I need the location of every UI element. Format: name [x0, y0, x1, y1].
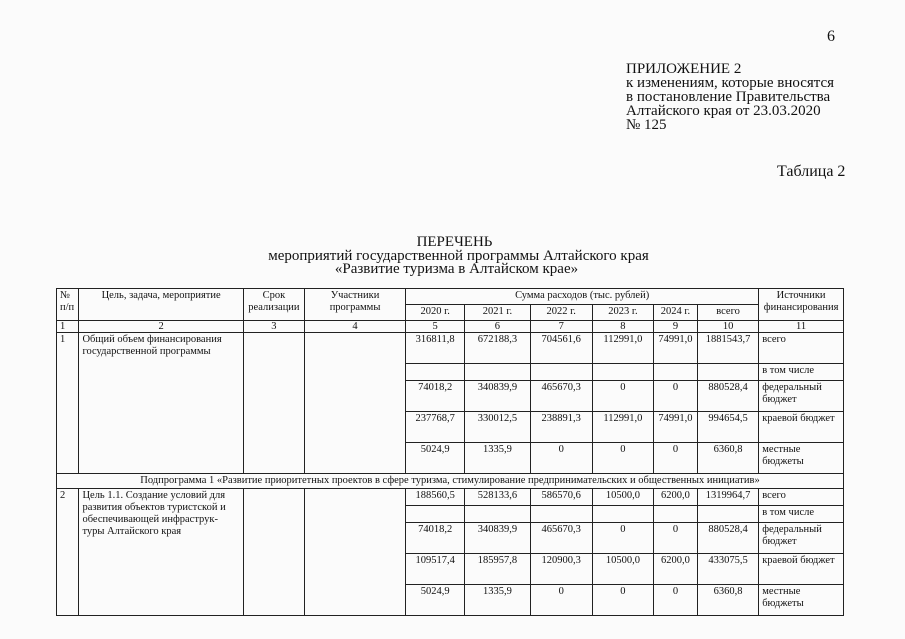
value-cell: 5024,9 [406, 443, 465, 474]
value-cell: 109517,4 [406, 554, 465, 585]
appendix-line: ПРИЛОЖЕНИЕ 2 [626, 61, 742, 77]
appendix-line: к изменениям, которые вносятся [626, 75, 835, 91]
source-cell: в том числе [759, 506, 844, 523]
column-index: 2 [79, 321, 243, 333]
source-cell: федеральный бюджет [759, 523, 844, 554]
value-cell [530, 506, 592, 523]
header-year: 2023 г. [592, 305, 653, 321]
header-sources: Источники финансирования [759, 289, 844, 321]
column-index: 9 [654, 321, 698, 333]
page-number: 6 [827, 28, 835, 45]
source-cell: всего [759, 489, 844, 506]
value-cell [697, 364, 758, 381]
title-line: «Развитие туризма в Алтайском крае» [334, 261, 579, 277]
header-year: 2022 г. [530, 305, 592, 321]
value-cell: 316811,8 [406, 333, 465, 364]
header-year: 2021 г. [465, 305, 530, 321]
value-cell: 880528,4 [697, 523, 758, 554]
value-cell: 465670,3 [530, 523, 592, 554]
value-cell [465, 506, 530, 523]
value-cell: 0 [592, 381, 653, 412]
value-cell: 0 [654, 523, 698, 554]
value-cell: 185957,8 [465, 554, 530, 585]
table-label: Таблица 2 [777, 163, 846, 180]
source-cell: краевой бюджет [759, 412, 844, 443]
value-cell: 672188,3 [465, 333, 530, 364]
value-cell: 74018,2 [406, 381, 465, 412]
value-cell [654, 364, 698, 381]
column-index: 1 [57, 321, 79, 333]
value-cell: 0 [592, 585, 653, 616]
row-name: Общий объем финансирования государственной программы [79, 333, 243, 474]
value-cell: 1881543,7 [697, 333, 758, 364]
column-index: 8 [592, 321, 653, 333]
source-cell: краевой бюджет [759, 554, 844, 585]
value-cell: 120900,3 [530, 554, 592, 585]
value-cell: 188560,5 [406, 489, 465, 506]
value-cell: 74991,0 [654, 333, 698, 364]
value-cell: 112991,0 [592, 412, 653, 443]
value-cell: 10500,0 [592, 554, 653, 585]
header-goal: Цель, задача, мероприятие [79, 289, 243, 321]
row-term [243, 333, 304, 474]
title-line: ПЕРЕЧЕНЬ [416, 234, 493, 250]
value-cell: 6360,8 [697, 585, 758, 616]
value-cell: 0 [654, 381, 698, 412]
value-cell: 74018,2 [406, 523, 465, 554]
value-cell [592, 364, 653, 381]
column-index: 6 [465, 321, 530, 333]
value-cell: 5024,9 [406, 585, 465, 616]
value-cell: 1335,9 [465, 585, 530, 616]
appendix-line: № 125 [626, 117, 667, 133]
value-cell [406, 506, 465, 523]
appendix-line: Алтайского края от 23.03.2020 [626, 103, 821, 119]
header-year: 2020 г. [406, 305, 465, 321]
column-index: 3 [243, 321, 304, 333]
row-term [243, 489, 304, 616]
document-title [0, 235, 905, 249]
value-cell: 1335,9 [465, 443, 530, 474]
value-cell: 528133,6 [465, 489, 530, 506]
value-cell: 0 [530, 585, 592, 616]
value-cell [530, 364, 592, 381]
column-index: 11 [759, 321, 844, 333]
value-cell: 880528,4 [697, 381, 758, 412]
source-cell: местные бюджеты [759, 443, 844, 474]
source-cell: местные бюджеты [759, 585, 844, 616]
value-cell: 1319964,7 [697, 489, 758, 506]
value-cell: 433075,5 [697, 554, 758, 585]
table-row [57, 489, 844, 506]
program-name [2, 262, 905, 276]
measures-table [56, 288, 844, 616]
row-name: Цель 1.1. Создание условий для развития объектов туристской и обеспечивающей инфраструк-туры Алтайского края [79, 489, 243, 616]
value-cell [697, 506, 758, 523]
column-index: 10 [697, 321, 758, 333]
source-cell: в том числе [759, 364, 844, 381]
appendix-header [626, 62, 834, 132]
value-cell: 6200,0 [654, 554, 698, 585]
column-index: 5 [406, 321, 465, 333]
value-cell: 6360,8 [697, 443, 758, 474]
value-cell [406, 364, 465, 381]
header-expenses: Сумма расходов (тыс. рублей) [406, 289, 759, 305]
value-cell: 74991,0 [654, 412, 698, 443]
subprogram-row [57, 474, 844, 489]
column-index: 7 [530, 321, 592, 333]
title-line: мероприятий государственной программы Алтайского края [268, 248, 649, 264]
value-cell: 704561,6 [530, 333, 592, 364]
value-cell: 0 [592, 523, 653, 554]
value-cell [654, 506, 698, 523]
value-cell: 465670,3 [530, 381, 592, 412]
header-num: № п/п [57, 289, 79, 321]
header-year: 2024 г. [654, 305, 698, 321]
value-cell: 0 [654, 443, 698, 474]
value-cell: 330012,5 [465, 412, 530, 443]
value-cell: 340839,9 [465, 523, 530, 554]
subprogram-title: Подпрограмма 1 «Развитие приоритетных проектов в сфере туризма, стимулирование предпринимательских и общественных инициатив» [57, 474, 844, 489]
value-cell: 10500,0 [592, 489, 653, 506]
table-row [57, 333, 844, 364]
value-cell: 6200,0 [654, 489, 698, 506]
value-cell: 0 [654, 585, 698, 616]
source-cell: всего [759, 333, 844, 364]
value-cell: 340839,9 [465, 381, 530, 412]
value-cell [465, 364, 530, 381]
value-cell: 112991,0 [592, 333, 653, 364]
appendix-line: в постановление Правительства [626, 89, 831, 105]
column-index: 4 [305, 321, 406, 333]
header-participants: Участники программы [305, 289, 406, 321]
value-cell: 0 [530, 443, 592, 474]
value-cell [592, 506, 653, 523]
value-cell: 238891,3 [530, 412, 592, 443]
header-total: всего [697, 305, 758, 321]
value-cell: 994654,5 [697, 412, 758, 443]
row-participants [305, 333, 406, 474]
value-cell: 586570,6 [530, 489, 592, 506]
source-cell: федеральный бюджет [759, 381, 844, 412]
row-participants [305, 489, 406, 616]
row-number: 1 [57, 333, 79, 474]
value-cell: 237768,7 [406, 412, 465, 443]
row-number: 2 [57, 489, 79, 616]
header-term: Срок реализации [243, 289, 304, 321]
value-cell: 0 [592, 443, 653, 474]
